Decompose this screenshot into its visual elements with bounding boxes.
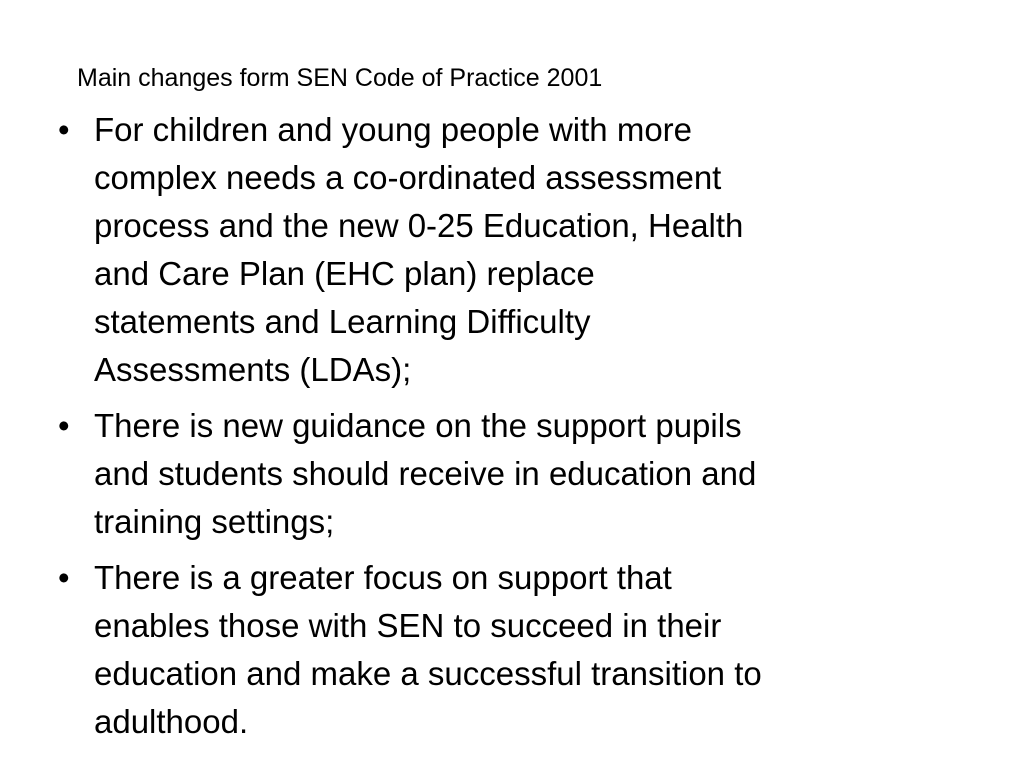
bullet-point-icon: • [58, 111, 70, 148]
bullet-line: For children and young people with more [94, 111, 693, 148]
bullet-point-icon: • [58, 559, 70, 596]
bullet-line: complex needs a co-ordinated assessment [94, 159, 722, 196]
bullet-line: education and make a successful transition to [94, 655, 762, 692]
bullet-point-icon: • [58, 407, 70, 444]
bullet-line: and students should receive in education and [94, 455, 757, 492]
bullet-line: process and the new 0-25 Education, Health [94, 207, 744, 244]
bullet-list [58, 106, 948, 754]
bullet-line: There is new guidance on the support pupils [94, 407, 742, 444]
bullet-line: There is a greater focus on support that [94, 559, 672, 596]
bullet-line: enables those with SEN to succeed in their [94, 607, 722, 644]
bullet-line: and Care Plan (EHC plan) replace [94, 255, 595, 292]
bullet-line: training settings; [94, 503, 335, 540]
bullet-line: statements and Learning Difficulty [94, 303, 591, 340]
bullet-item [58, 554, 948, 746]
bullet-line: adulthood. [94, 703, 249, 740]
slide-title: Main changes form SEN Code of Practice 2001 [77, 64, 603, 92]
bullet-line: Assessments (LDAs); [94, 351, 412, 388]
bullet-item [58, 106, 948, 394]
bullet-item [58, 402, 948, 546]
